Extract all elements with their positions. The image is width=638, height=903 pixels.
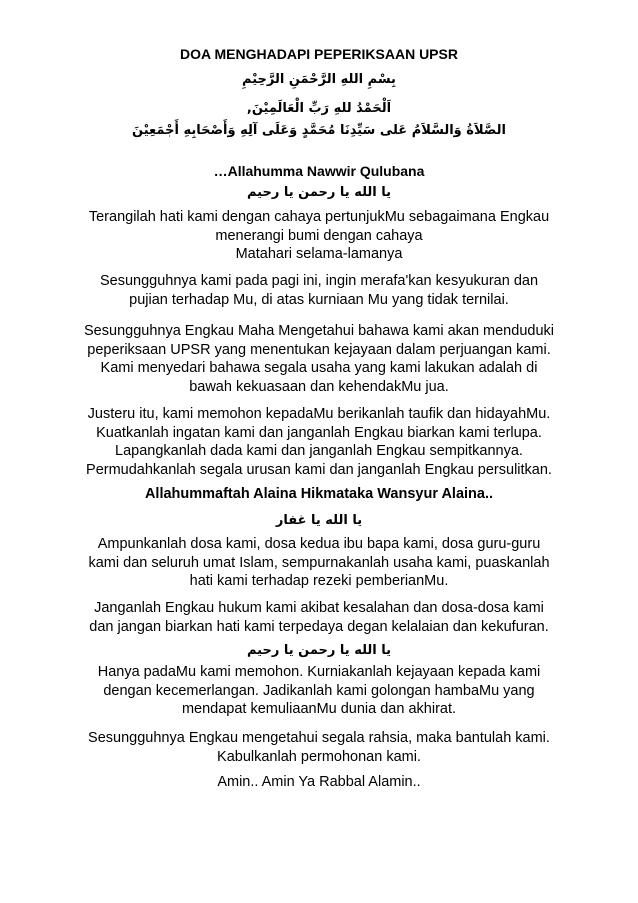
paragraph-line: Sesungguhnya Engkau mengetahui segala rahsia, maka bantulah kami. [88,730,550,746]
arabic-call-1: يا الله يا رحمن يا رحيم [246,185,392,200]
paragraph-3 [0,322,638,396]
paragraph-line: Kuatkanlah ingatan kami dan janganlah Engkau biarkan kami terlupa. [96,424,542,441]
paragraph-line: Matahari selama-lamanya [235,246,403,262]
paragraph-line: hati kami terhadap rezeki pemberianMu. [189,573,449,589]
paragraph-line: Sesungguhnya kami pada pagi ini, ingin merafa'kan kesyukuran dan [99,273,539,289]
arabic-basmalah: بِسْمِ اللهِ الرَّحْمَنِ الرَّحِيْمِ [242,72,396,87]
paragraph-line: Kami menyedari bahawa segala usaha yang kami lakukan adalah di [100,360,538,376]
paragraph-line: Ampunkanlah dosa kami, dosa kedua ibu bapa kami, dosa guru-guru [97,536,541,552]
paragraph-5 [0,535,638,591]
paragraph-line: Hanya padaMu kami memohon. Kurniakanlah kejayaan kepada kami [97,664,541,680]
paragraph-line: menerangi bumi dengan cahaya [215,227,423,244]
paragraph-1 [0,208,638,264]
paragraph-line: peperiksaan UPSR yang menentukan kejayaan dalam perjuangan kami. [87,341,551,358]
paragraph-4 [0,405,638,479]
paragraph-2 [0,272,638,309]
heading-allahumma-nawwir: …Allahumma Nawwir Qulubana [213,163,425,179]
arabic-salawat: الصَّلاَةُ وَالسَّلاَمُ عَلى سَيِّدِنَا مُحَمَّدٍ وَعَلَى آلِهِ وَأَصْحَابِهِ أَجْمَعِيْنَ [132,123,506,138]
paragraph-6 [0,599,638,636]
paragraph-7 [0,663,638,719]
paragraph-line: mendapat kemuliaanMu dunia dan akhirat. [181,701,457,717]
paragraph-line: Lapangkanlah dada kami dan janganlah Engkau sempitkannya. [115,443,523,459]
paragraph-8 [0,729,638,766]
paragraph-line: Kabulkanlah permohonan kami. [217,748,421,765]
document-title: DOA MENGHADAPI PEPERIKSAAN UPSR [180,46,458,62]
paragraph-line: Janganlah Engkau hukum kami akibat kesalahan dan dosa-dosa kami [94,600,544,616]
closing-amin: Amin.. Amin Ya Rabbal Alamin.. [217,774,421,790]
paragraph-line: Permudahkanlah segala urusan kami dan janganlah Engkau persulitkan. [86,461,552,478]
paragraph-line: Sesungguhnya Engkau Maha Mengetahui bahawa kami akan menduduki [84,323,554,339]
arabic-call-3: يا الله يا رحمن يا رحيم [246,643,392,658]
paragraph-line: Terangilah hati kami dengan cahaya pertunjukMu sebagaimana Engkau [88,209,550,225]
arabic-call-2: يا الله يا غفار [275,513,363,528]
arabic-hamdalah: اَلْحَمْدُ للهِ رَبِّ الْعَالَمِيْنَ, [246,101,392,116]
paragraph-line: pujian terhadap Mu, di atas kurniaan Mu yang tidak ternilai. [129,291,509,308]
paragraph-line: Justeru itu, kami memohon kepadaMu berikanlah taufik dan hidayahMu. [87,406,551,422]
paragraph-line: dengan kecemerlangan. Jadikanlah kami golongan hambaMu yang [103,682,535,699]
paragraph-line: dan jangan biarkan hati kami terpedaya degan kelalaian dan kekufuran. [89,618,549,635]
paragraph-line: kami dan seluruh umat Islam, sempurnakanlah usaha kami, puaskanlah [88,554,550,571]
paragraph-line: bawah kekuasaan dan kehendakMu jua. [189,378,449,395]
heading-allahummaftah: Allahummaftah Alaina Hikmataka Wansyur Alaina.. [144,486,494,502]
